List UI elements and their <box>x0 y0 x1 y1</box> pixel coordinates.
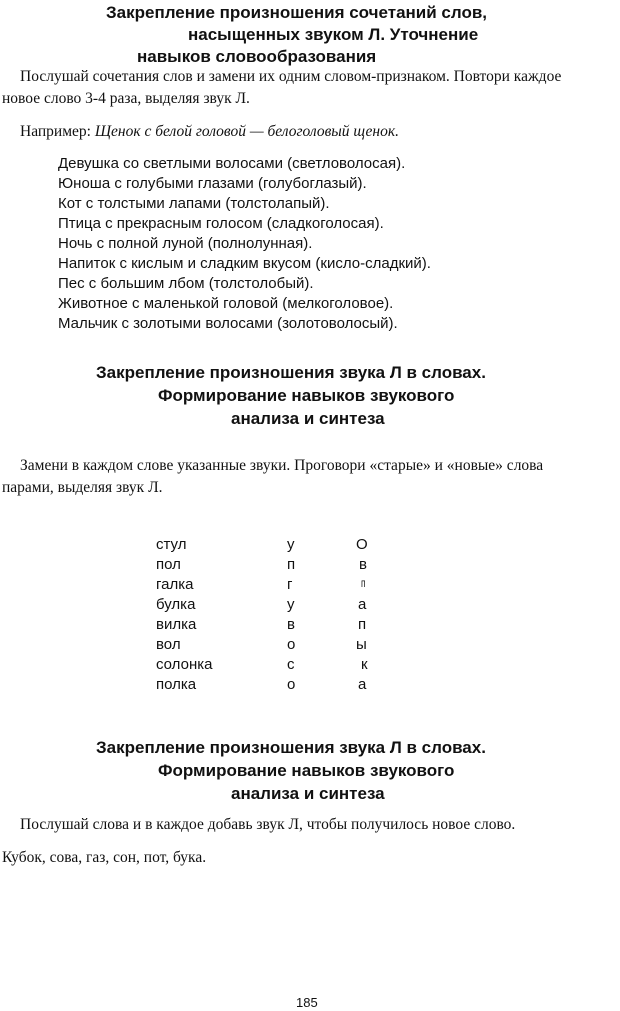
list-item: Девушка со светлыми волосами (светловолосая). <box>58 155 406 172</box>
table-new-sound: а <box>358 596 367 613</box>
list-item: Птица с прекрасным голосом (сладкоголосая). <box>58 215 384 232</box>
table-old-sound: с <box>287 656 295 673</box>
section3-words: Кубок, сова, газ, сон, пот, бука. <box>2 849 207 866</box>
table-new-sound: к <box>361 656 368 673</box>
example-text: Щенок с белой головой — белоголовый щенок. <box>94 123 399 140</box>
table-word: булка <box>156 596 196 613</box>
table-new-sound: ы <box>356 636 367 653</box>
list-item: Ночь с полной луной (полнолунная). <box>58 235 313 252</box>
table-new-sound: О <box>356 536 368 553</box>
section1-example <box>20 123 399 141</box>
table-new-sound: п <box>358 616 367 633</box>
table-new-sound: а <box>358 676 367 693</box>
list-item: Животное с маленькой головой (мелкоголовое). <box>58 295 394 312</box>
section2-heading-line2: Формирование навыков звукового <box>158 386 455 405</box>
list-item: Мальчик с золотыми волосами (золотоволосый). <box>58 315 398 332</box>
table-word: полка <box>156 676 197 693</box>
table-old-sound: о <box>287 636 296 653</box>
table-old-sound: у <box>287 596 295 613</box>
table-word: стул <box>156 536 187 553</box>
table-word: галка <box>156 576 194 593</box>
section2-instruction-line2: парами, выделяя звук Л. <box>2 479 163 496</box>
section1-heading-line2: насыщенных звуком Л. Уточнение <box>188 25 479 44</box>
list-item: Напиток с кислым и сладким вкусом (кисло-сладкий). <box>58 255 431 272</box>
list-item: Пес с большим лбом (толстолобый). <box>58 275 314 292</box>
table-old-sound: в <box>287 616 295 633</box>
section3-instruction: Послушай слова и в каждое добавь звук Л, чтобы получилось новое слово. <box>20 816 516 833</box>
section2-heading-line1: Закрепление произношения звука Л в словах. <box>96 363 486 382</box>
table-old-sound: у <box>287 536 295 553</box>
section1-instruction-line1: Послушай сочетания слов и замени их одним словом-признаком. Повтори каждое <box>20 68 562 85</box>
list-item: Юноша с голубыми глазами (голубоглазый). <box>58 175 367 192</box>
section3-heading-line1: Закрепление произношения звука Л в словах. <box>96 738 486 757</box>
table-old-sound: о <box>287 676 296 693</box>
table-word: вол <box>156 636 181 653</box>
table-word: солонка <box>156 656 213 673</box>
section3-heading-line2: Формирование навыков звукового <box>158 761 455 780</box>
section1-heading-line3: навыков словообразования <box>137 47 377 66</box>
page-number: 185 <box>296 995 318 1010</box>
table-new-sound: в <box>359 556 367 573</box>
list-item: Кот с толстыми лапами (толстолапый). <box>58 195 330 212</box>
table-word: пол <box>156 556 181 573</box>
table-old-sound: п <box>287 556 296 573</box>
section1-instruction-line2: новое слово 3-4 раза, выделяя звук Л. <box>2 90 250 107</box>
section1-heading-line1: Закрепление произношения сочетаний слов, <box>106 3 487 22</box>
section3-heading-line3: анализа и синтеза <box>231 784 385 803</box>
table-new-sound: п <box>361 576 366 590</box>
section2-heading-line3: анализа и синтеза <box>231 409 385 428</box>
table-old-sound: г <box>287 576 293 593</box>
table-word: вилка <box>156 616 197 633</box>
example-prefix: Например: <box>20 123 91 140</box>
section2-instruction-line1: Замени в каждом слове указанные звуки. Проговори «старые» и «новые» слова <box>20 457 544 474</box>
